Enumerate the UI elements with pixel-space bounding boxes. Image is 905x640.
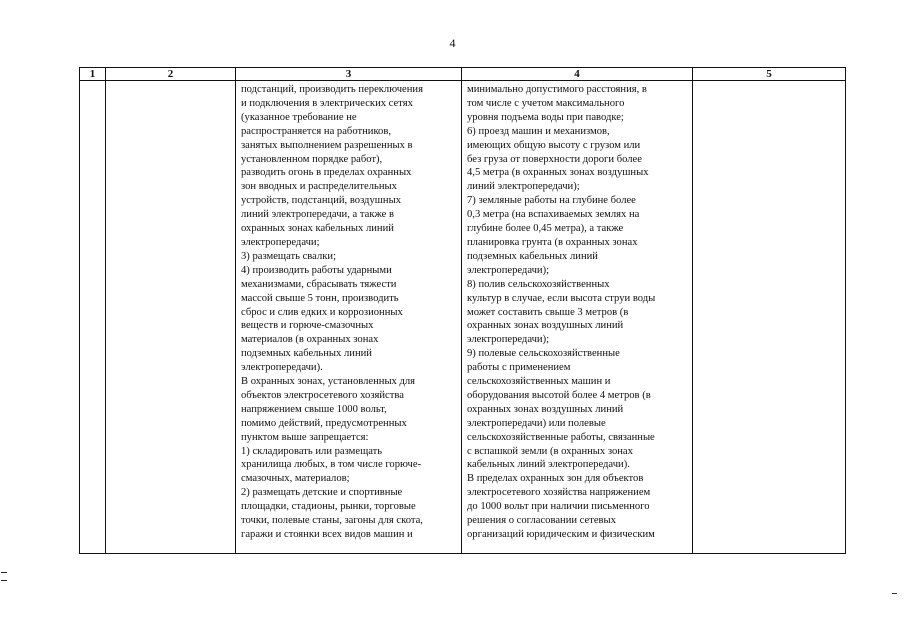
- regulation-table: [79, 67, 846, 554]
- cell-col-3: [236, 81, 462, 554]
- header-col-2: 2: [106, 68, 236, 81]
- header-col-4: 4: [462, 68, 693, 81]
- table-header-row: [80, 68, 846, 81]
- header-col-1: 1: [80, 68, 106, 81]
- cell-col-2: [106, 81, 236, 554]
- restrictions-text: подстанций, производить переключения и подключения в электрических сетях (указанное требование не распространяется на работников, занятых выполнением разрешенных в установленном порядке работ), разводить огонь в пределах охранных зон вводных и распределительных устройств, подстанций, воздушных линий электропередачи, а также в охранных зонах кабельных линий электропередачи; 3) размещать свалки; 4) производить работы ударными механизмами, сбрасывать тяжести массой свыше 5 тонн, производить сброс и слив едких и коррозионных веществ и горюче-смазочных материалов (в охранных зонах подземных кабельных линий электропередачи). В охранных зонах, установленных для объектов электросетевого хозяйства напряжением свыше 1000 вольт, помимо действий, предусмотренных пунктом выше запрещается: 1) складировать или размещать хранилища любых, в том числе горюче- смазочных, материалов; 2) размещать детские и спортивные площадки, стадионы, рынки, торговые точки, полевые станы, загоны для скота, гаражи и стоянки всех видов машин и: [241, 84, 423, 540]
- scan-margin-mark-right: [892, 593, 897, 594]
- header-col-3: 3: [236, 68, 462, 81]
- scan-margin-mark: [1, 572, 7, 581]
- page-number: 4: [449, 36, 456, 50]
- permitted-works-text: минимально допустимого расстояния, в том числе с учетом максимального уровня подъема воды при паводке; 6) проезд машин и механизмов, имеющих общую высоту с грузом или без груза от поверхности дороги более 4,5 метра (в охранных зонах воздушных линий электропередачи); 7) земляные работы на глубине более 0,3 метра (на вспахиваемых землях на глубине более 0,45 метра), а также планировка грунта (в охранных зонах подземных кабельных линий электропередачи); 8) полив сельскохозяйственных культур в случае, если высота струи воды может составить свыше 3 метров (в охранных зонах воздушных линий электропередачи); 9) полевые сельскохозяйственные работы с применением сельскохозяйственных машин и оборудования высотой более 4 метров (в охранных зонах воздушных линий электропередачи) или полевые сельскохозяйственные работы, связанные с вспашкой земли (в охранных зонах кабельных линий электропередачи). В пределах охранных зон для объектов электросетевого хозяйства напряжением до 1000 вольт при наличии письменного решения о согласовании сетевых организаций юридическим и физическим: [467, 84, 656, 540]
- cell-col-5: [693, 81, 846, 554]
- header-col-5: 5: [693, 68, 846, 81]
- cell-col-1: [80, 81, 106, 554]
- table-row: [80, 81, 846, 554]
- cell-col-4: [462, 81, 693, 554]
